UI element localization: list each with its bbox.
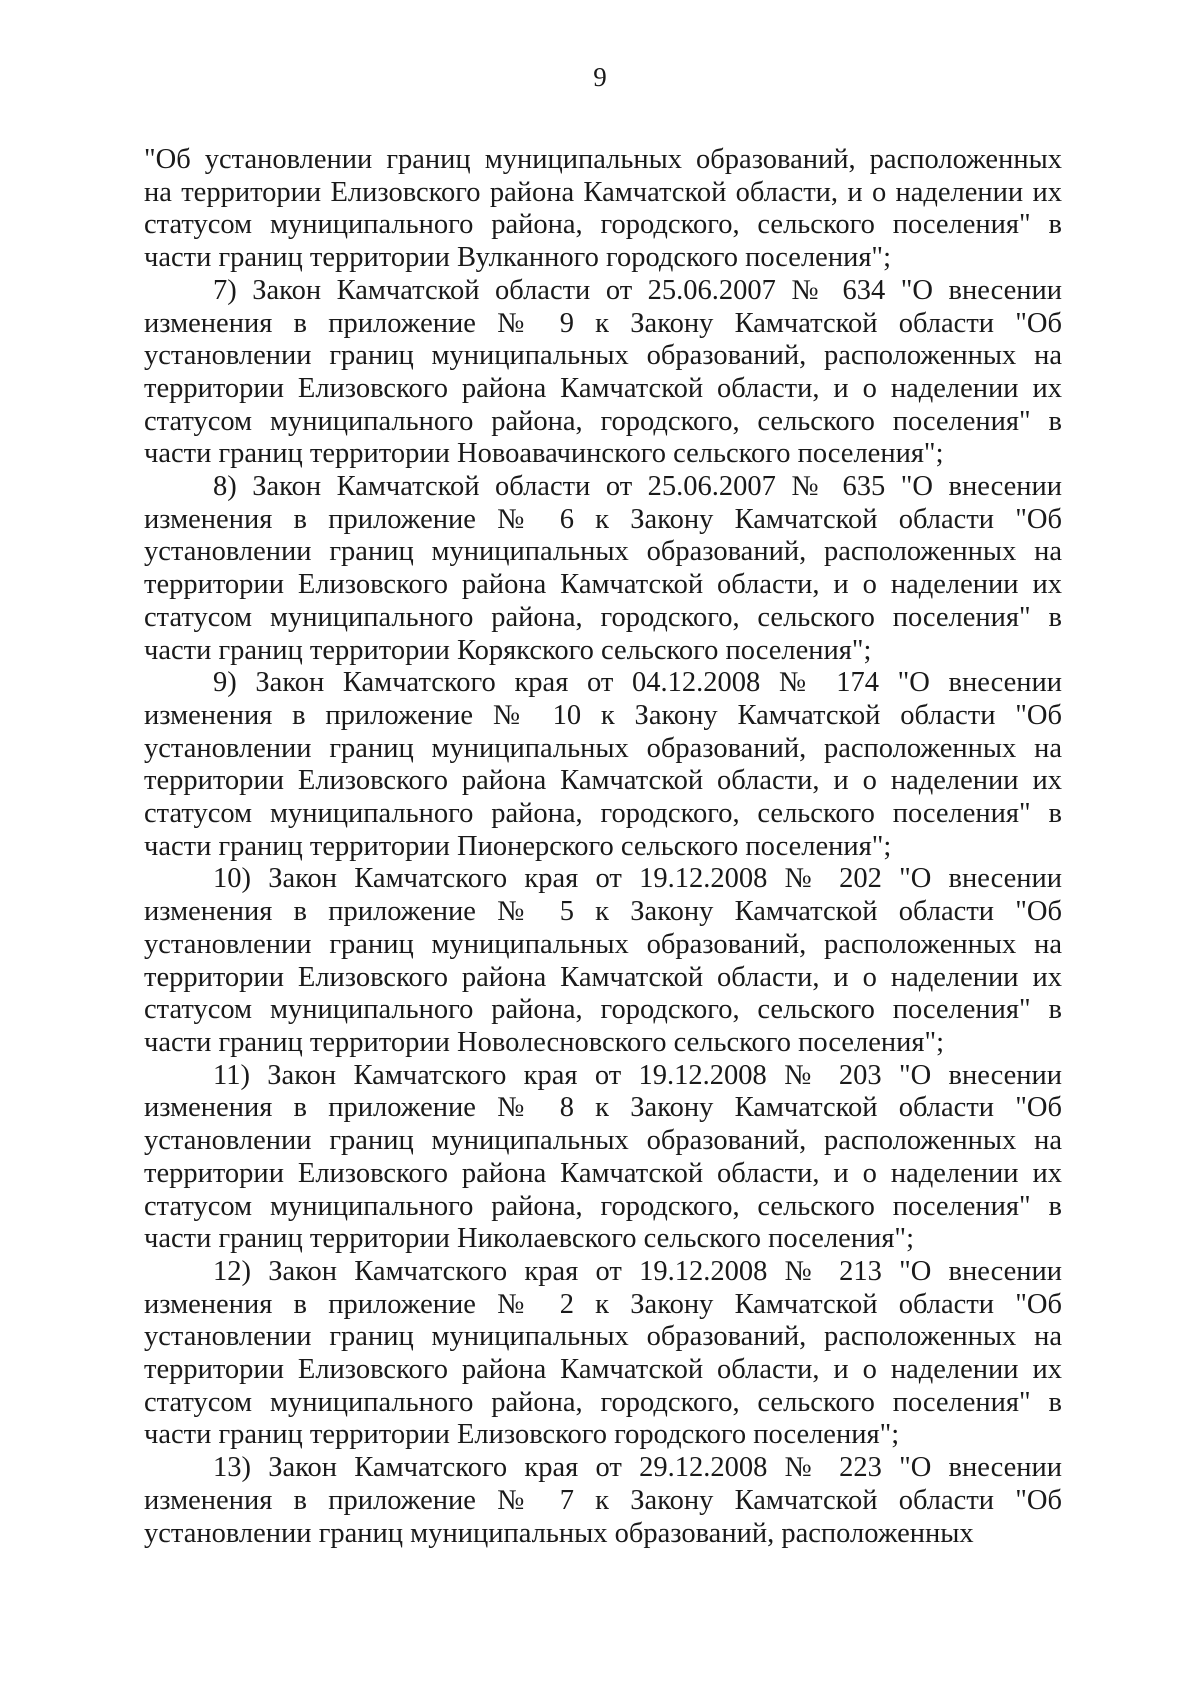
page-number: 9 <box>593 62 607 92</box>
list-item-12: 12) Закон Камчатского края от 19.12.2008 № 213 "О внесении изменения в приложение № 2 к Закону Камчатской области "Об установлении границ муниципальных образований, расположенных на территории Елизовского района Камчатской области, и о наделении их статусом муниципального района, городского, сельского поселения" в части границ территории Елизовского городского поселения"; <box>144 1255 1062 1451</box>
list-item-8: 8) Закон Камчатской области от 25.06.2007 № 635 "О внесении изменения в приложение № 6 к Закону Камчатской области "Об установлении границ муниципальных образований, расположенных на территории Елизовского района Камчатской области, и о наделении их статусом муниципального района, городского, сельского поселения" в части границ территории Корякского сельского поселения"; <box>144 471 1062 666</box>
list-item-10: 10) Закон Камчатского края от 19.12.2008 № 202 "О внесении изменения в приложение № 5 к Закону Камчатской области "Об установлении границ муниципальных образований, расположенных на территории Елизовского района Камчатской области, и о наделении их статусом муниципального района, городского, сельского поселения" в части границ территории Новолесновского сельского поселения"; <box>144 863 1062 1058</box>
paragraph-continuation: "Об установлении границ муниципальных образований, расположенных на территории Елизовского района Камчатской области, и о наделении их статусом муниципального района, городского, сельского поселения" в части границ территории Вулканного городского поселения"; <box>144 144 1062 274</box>
list-item-13: 13) Закон Камчатского края от 29.12.2008 № 223 "О внесении изменения в приложение № 7 к Закону Камчатской области "Об установлении границ муниципальных образований, расположенных <box>144 1452 1062 1549</box>
document-body <box>144 144 1062 1550</box>
list-item-11: 11) Закон Камчатского края от 19.12.2008 № 203 "О внесении изменения в приложение № 8 к Закону Камчатской области "Об установлении границ муниципальных образований, расположенных на территории Елизовского района Камчатской области, и о наделении их статусом муниципального района, городского, сельского поселения" в части границ территории Николаевского сельского поселения"; <box>144 1059 1062 1255</box>
list-item-7: 7) Закон Камчатской области от 25.06.2007 № 634 "О внесении изменения в приложение № 9 к Закону Камчатской области "Об установлении границ муниципальных образований, расположенных на территории Елизовского района Камчатской области, и о наделении их статусом муниципального района, городского, сельского поселения" в части границ территории Новоавачинского сельского поселения"; <box>144 274 1062 470</box>
list-item-9: 9) Закон Камчатского края от 04.12.2008 № 174 "О внесении изменения в приложение № 10 к Закону Камчатской области "Об установлении границ муниципальных образований, расположенных на территории Елизовского района Камчатской области, и о наделении их статусом муниципального района, городского, сельского поселения" в части границ территории Пионерского сельского поселения"; <box>144 667 1062 862</box>
